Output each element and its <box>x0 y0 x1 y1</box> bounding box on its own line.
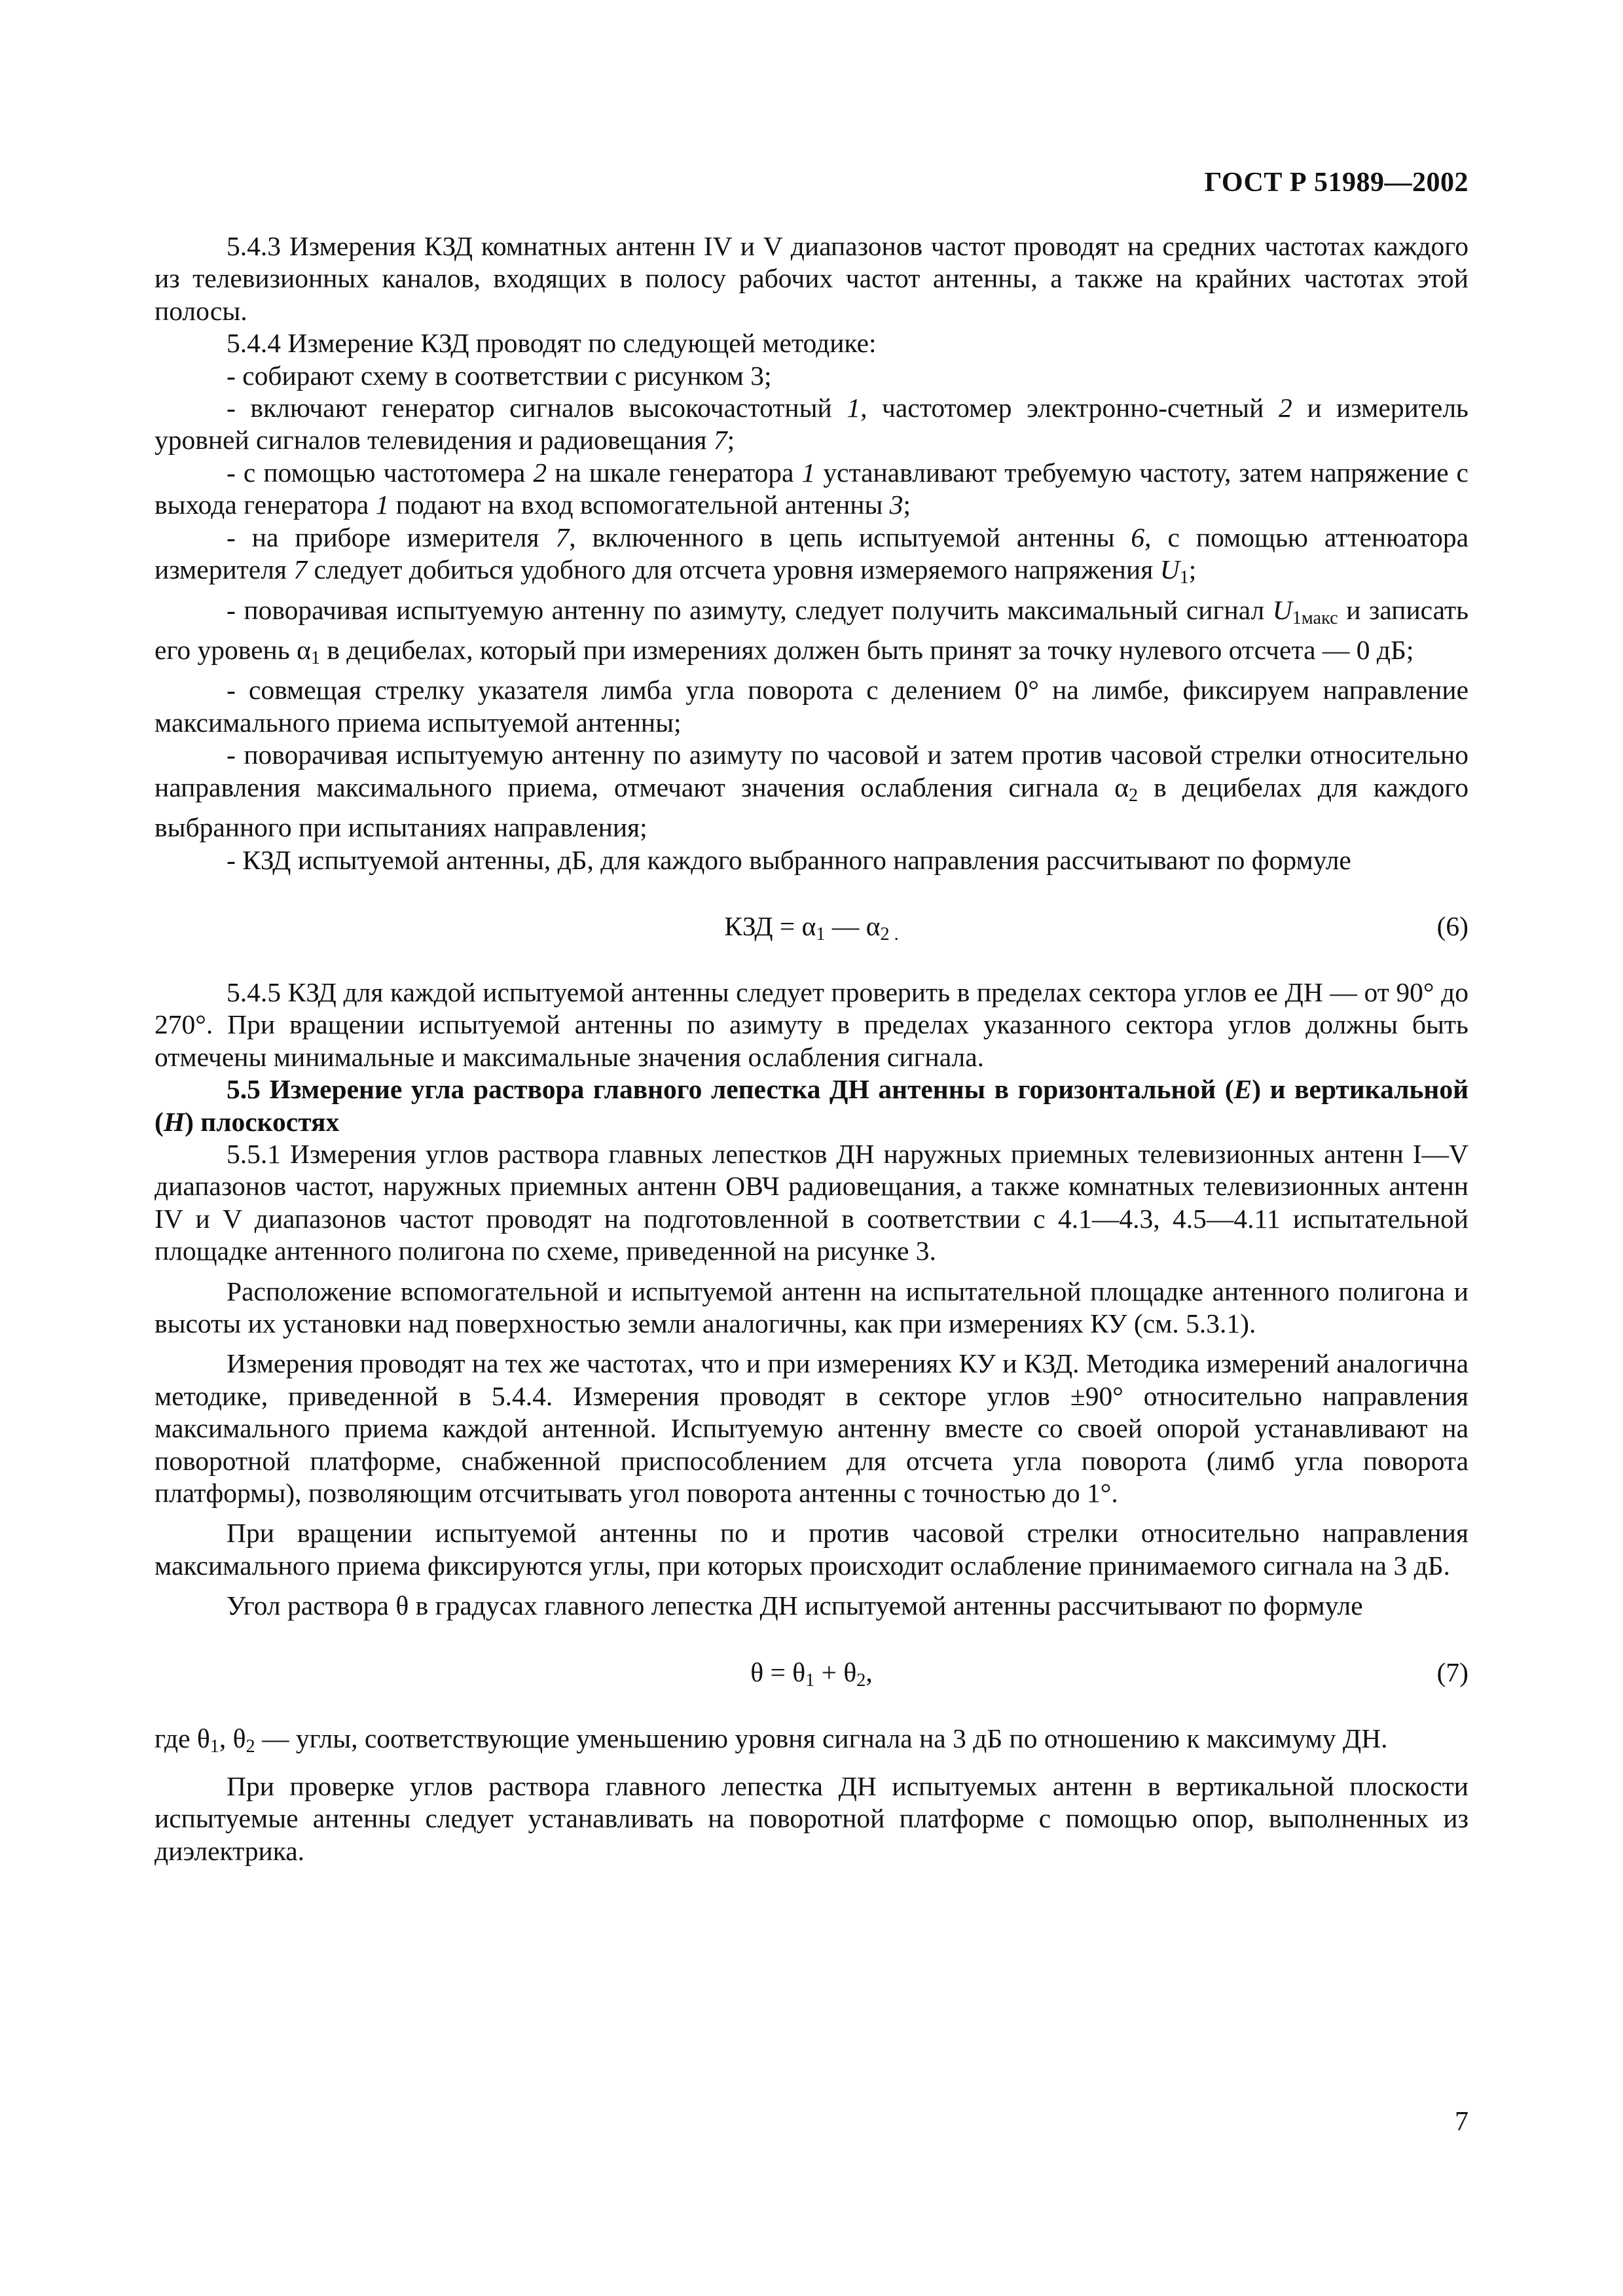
formula-6 <box>155 910 1468 942</box>
list-item-max-signal: - поворачивая испытуемую антенну по азимуту, следует получить максимальный сигнал $U_{1макс}$ и записать его уровень $\alpha_1$ в децибелах, который при измерениях должен быть принят за точку нулевого отсчета — 0 дБ; <box>155 594 1469 669</box>
paragraph-angle-formula-intro: Угол раствора θ в градусах главного лепестка ДН испытуемой антенны рассчитывают по формуле <box>227 1590 1363 1621</box>
formula-6-expression: КЗД = $\alpha_1$ — $\alpha_{2 .}$ <box>724 910 899 944</box>
paragraph-5-4-5: 5.4.5 КЗД для каждой испытуемой антенны следует проверить в пределах сектора углов ее ДН — от 90° до 270°. При вращении испытуемой антенны по азимуту в пределах указанного сектора углов должны быть отмечены минимальные и максимальные значения ослабления сигнала. <box>155 977 1468 1072</box>
formula-6-number: (6) <box>1436 910 1468 941</box>
formula-7-number: (7) <box>1436 1657 1468 1687</box>
list-item-meter-setup: - на приборе измерителя 7, включенного в цепь испытуемой антенны 6, с помощью аттенюатора измерителя 7 следует добиться удобного для отсчета уровня измеряемого напряжения $U_1$; <box>155 522 1468 588</box>
list-item-assemble-scheme: - собирают схему в соответствии с рисунком 3; <box>227 360 772 391</box>
formula-7-explanation: где $\theta_1$, $\theta_2$ — углы, соответствующие уменьшению уровня сигнала на 3 дБ по отношению к максимуму ДН. <box>155 1723 1388 1757</box>
list-item-set-frequency: - с помощью частотомера 2 на шкале генератора 1 устанавливают требуемую частоту, затем напряжение с выхода генератора 1 подают на вход вспомогательной антенны 3; <box>155 457 1468 520</box>
list-item-kzd-formula-intro: - КЗД испытуемой антенны, дБ, для каждого выбранного направления рассчитывают по формуле <box>227 844 1351 875</box>
list-item-turn-on-generator: - включают генератор сигналов высокочастотный 1, частотомер электронно-счетный 2 и измеритель уровней сигналов телевидения и радиовещания 7; <box>155 393 1468 456</box>
formula-7-expression: $\theta = \theta_1 + \theta_2$, <box>750 1657 873 1691</box>
document-body <box>155 230 1468 1867</box>
paragraph-rotation-3db: При вращении испытуемой антенны по и против часовой стрелки относительно направления максимального приема фиксируются углы, при которых происходит ослабление принимаемого сигнала на 3 дБ. <box>155 1518 1468 1581</box>
list-item-align-pointer: - совмещая стрелку указателя лимба угла поворота с делением 0° на лимбе, фиксируем направление максимального приема испытуемой антенны; <box>155 675 1468 738</box>
paragraph-antenna-placement: Расположение вспомогательной и испытуемой антенн на испытательной площадке антенного полигона и высоты их установки над поверхностью земли аналогичны, как при измерениях КУ (см. 5.3.1). <box>155 1276 1468 1338</box>
document-code-header: ГОСТ Р 51989—2002 <box>1204 168 1468 198</box>
page-number: 7 <box>1455 2107 1468 2137</box>
formula-7 <box>155 1657 1468 1689</box>
paragraph-5-4-4: 5.4.4 Измерение КЗД проводят по следующей методике: <box>227 328 877 359</box>
list-item-rotate-antenna: - поворачивая испытуемую антенну по азимуту по часовой и затем против часовой стрелки относительно направления максимального приема, отмечают значения ослабления сигнала $\alpha_2$ в децибелах для каждого выбранного при испытаниях направления; <box>155 740 1468 843</box>
paragraph-vertical-plane-check: При проверке углов раствора главного лепестка ДН испытуемых антенн в вертикальной плоскости испытуемые антенны следует устанавливать на поворотной платформе с помощью опор, выполненных из диэлектрика. <box>155 1771 1468 1866</box>
paragraph-5-5-1: 5.5.1 Измерения углов раствора главных лепестков ДН наружных приемных телевизионных антенн I—V диапазонов частот, наружных приемных антенн ОВЧ радиовещания, а также комнатных телевизионных антенн IV и V диапазонов частот проводят на подготовленной в соответствии с 4.1—4.3, 4.5—4.11 испытательной площадке антенного полигона по схеме, приведенной на рисунке 3. <box>155 1138 1468 1266</box>
paragraph-5-4-3: 5.4.3 Измерения КЗД комнатных антенн IV и V диапазонов частот проводят на средних частотах каждого из телевизионных каналов, входящих в полосу рабочих частот антенны, а также на крайних частотах этой полосы. <box>155 231 1468 326</box>
paragraph-measurement-method: Измерения проводят на тех же частотах, что и при измерениях КУ и КЗД. Методика измерений аналогична методике, приведенной в 5.4.4. Измерения проводят в секторе углов ±90° относительно направления максимального приема каждой антенной. Испытуемую антенну вместе со своей опорой устанавливают на поворотной платформе, снабженной приспособлением для отсчета угла поворота (лимб угла поворота платформы), позволяющим отсчитывать угол поворота антенны с точностью до 1°. <box>155 1348 1468 1508</box>
section-heading-5-5: 5.5 Измерение угла раствора главного лепестка ДН антенны в горизонтальной (E) и вертикальной (H) плоскостях <box>155 1074 1469 1137</box>
